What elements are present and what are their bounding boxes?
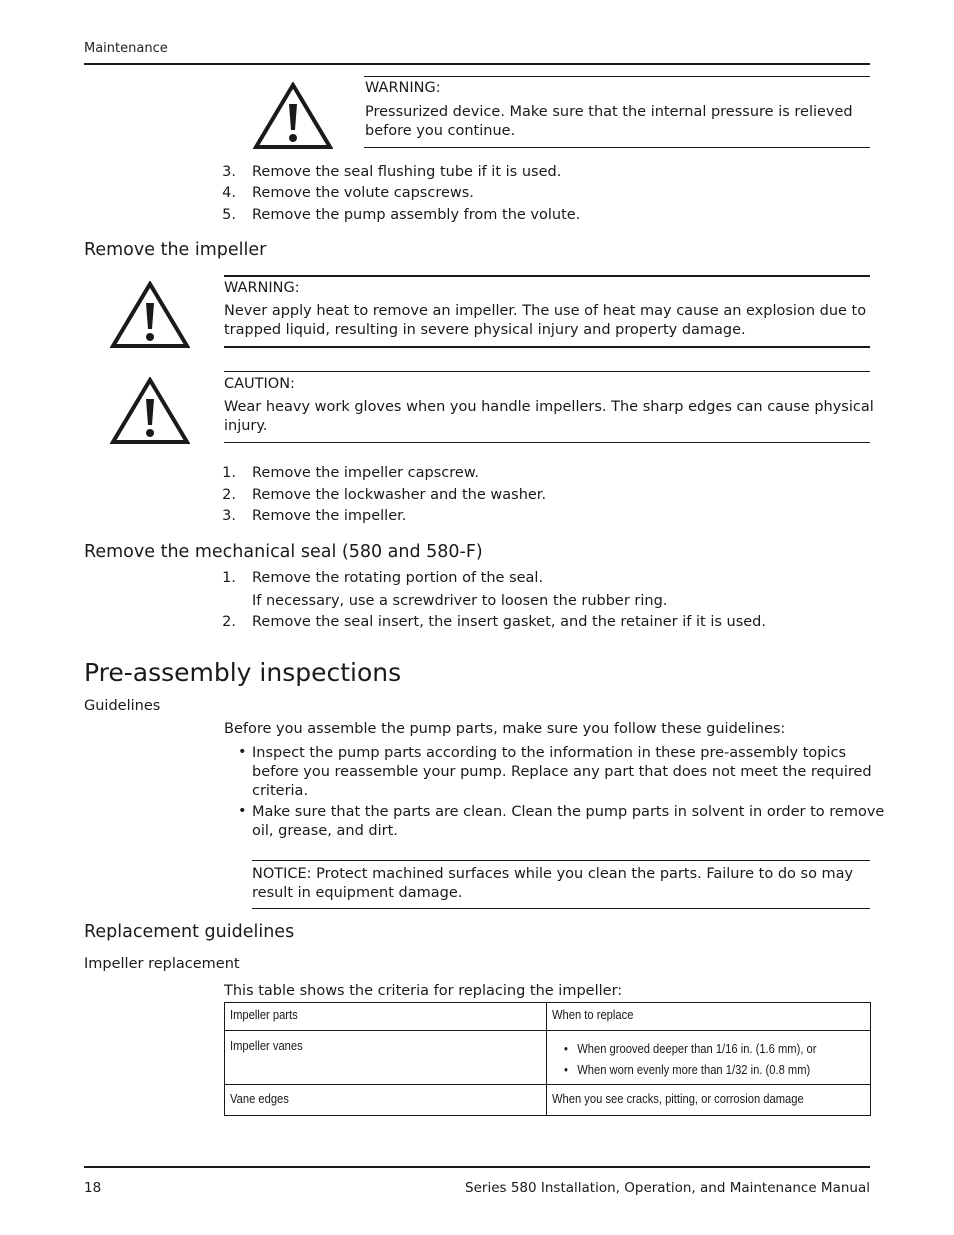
page-number: 18 [84, 1180, 102, 1196]
step-number: 4. [222, 185, 236, 201]
warning-impeller-text: Never apply heat to remove an impeller. The use of heat may cause an explosion due to trapped liquid, resulting in severe physical injury and property damage. [224, 303, 867, 338]
criteria-item: • When grooved deeper than 1/16 in. (1.6 mm), or [564, 1041, 817, 1056]
step-text: Remove the impeller. [252, 508, 407, 524]
guidelines-intro: Before you assemble the pump parts, make sure you follow these guidelines: [224, 721, 786, 737]
table-cell [547, 1031, 871, 1085]
notice-label: NOTICE: [252, 866, 312, 882]
step-number: 1. [222, 465, 236, 481]
caution-label: CAUTION: [224, 376, 295, 392]
step-text: Remove the pump assembly from the volute. [252, 207, 581, 223]
table-intro: This table shows the criteria for replacing the impeller: [224, 983, 623, 999]
table-header-row [225, 1003, 871, 1031]
step-number: 2. [222, 614, 236, 630]
step-text: Remove the seal flushing tube if it is used. [252, 164, 562, 180]
subheading-guidelines: Guidelines [84, 698, 161, 714]
notice-top-rule [252, 860, 870, 861]
section-heading-replacement: Replacement guidelines [84, 922, 295, 942]
warning-triangle-icon [253, 82, 333, 150]
caution-top-rule [224, 371, 870, 372]
warning-pressure-bottom-rule [364, 147, 870, 148]
bullet-dot: • [238, 744, 247, 760]
header-rule [84, 63, 870, 65]
manual-title: Series 580 Installation, Operation, and Maintenance Manual [465, 1180, 870, 1196]
step-text: Remove the seal insert, the insert gasket, and the retainer if it is used. [252, 614, 766, 630]
guideline-bullet-text: Make sure that the parts are clean. Clean the pump parts in solvent in order to remove oil, grease, and dirt. [252, 804, 885, 839]
step-text: Remove the rotating portion of the seal. [252, 570, 544, 586]
section-heading-remove-impeller: Remove the impeller [84, 240, 267, 260]
step-number: 3. [222, 164, 236, 180]
notice-bottom-rule [252, 908, 870, 909]
warning-pressure-top-rule [364, 76, 870, 77]
warning-impeller-top-rule [224, 275, 870, 277]
step-number: 1. [222, 570, 236, 586]
guideline-bullet-text: Inspect the pump parts according to the information in these pre-assembly topics before you reassemble your pump. Replace any part that does not meet the required criteria. [252, 745, 872, 799]
step-number: 3. [222, 508, 236, 524]
table-cell: Vane edges [225, 1085, 547, 1116]
criteria-item: • When worn evenly more than 1/32 in. (0.8 mm) [564, 1062, 811, 1077]
table-row [225, 1085, 871, 1116]
step-text: Remove the lockwasher and the washer. [252, 487, 547, 503]
table-cell: Impeller vanes [225, 1031, 547, 1085]
table-header-cell: When to replace [547, 1003, 871, 1031]
caution-triangle-icon [110, 377, 190, 445]
running-header: Maintenance [84, 41, 168, 56]
footer-rule [84, 1166, 870, 1168]
step-number: 5. [222, 207, 236, 223]
notice-text: NOTICE: Protect machined surfaces while you clean the parts. Failure to do so may result in equipment damage. [252, 866, 854, 901]
step-note: If necessary, use a screwdriver to loosen the rubber ring. [252, 593, 668, 609]
warning-impeller-bottom-rule [224, 346, 870, 348]
table-header-cell: Impeller parts [225, 1003, 547, 1031]
warning-triangle-icon [110, 281, 190, 349]
caution-bottom-rule [224, 442, 870, 443]
step-text: Remove the impeller capscrew. [252, 465, 479, 481]
subheading-impeller-replacement: Impeller replacement [84, 956, 240, 972]
table-cell: When you see cracks, pitting, or corrosion damage [547, 1085, 871, 1116]
step-text: Remove the volute capscrews. [252, 185, 474, 201]
warning-impeller-label: WARNING: [224, 280, 300, 296]
table-row [225, 1031, 871, 1085]
step-number: 2. [222, 487, 236, 503]
impeller-replacement-table [224, 1002, 871, 1116]
warning-pressure-text: Pressurized device. Make sure that the internal pressure is relieved before you continue. [365, 104, 853, 139]
chapter-heading-preassembly: Pre-assembly inspections [84, 658, 402, 687]
section-heading-remove-seal: Remove the mechanical seal (580 and 580-F) [84, 542, 483, 562]
warning-pressure-label: WARNING: [365, 80, 441, 96]
bullet-dot: • [238, 803, 247, 819]
caution-text: Wear heavy work gloves when you handle impellers. The sharp edges can cause physical injury. [224, 399, 874, 434]
